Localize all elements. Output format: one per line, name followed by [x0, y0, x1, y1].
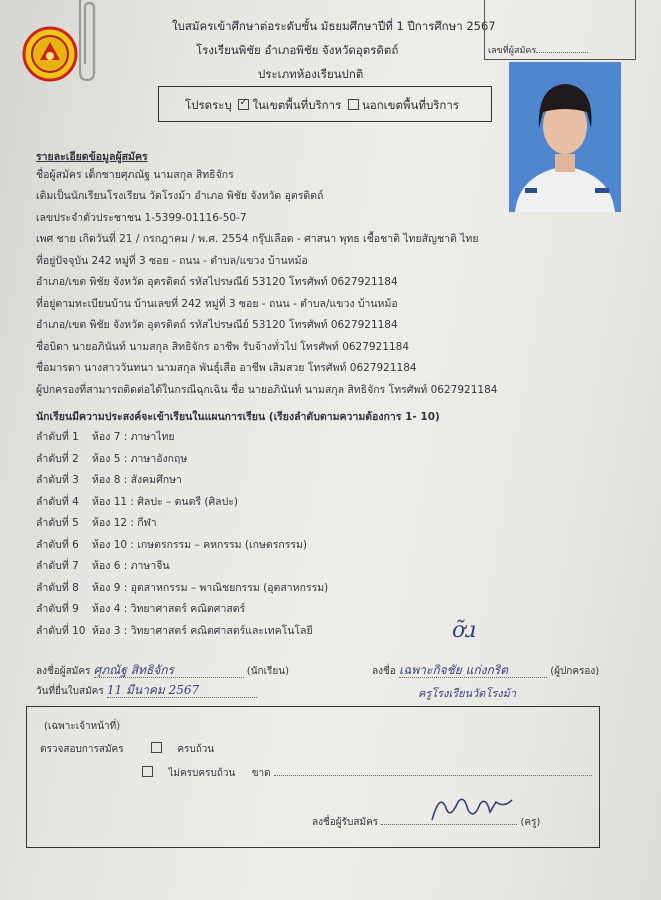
school-seal-logo	[22, 26, 78, 82]
complete-label: ครบถ้วน	[177, 744, 215, 755]
study-plan-item	[36, 559, 170, 573]
study-plan-room: ห้อง 8 : สังคมศึกษา	[92, 474, 182, 486]
birth-info: เพศ ชาย เกิดวันที่ 21 / กรกฎาคม / พ.ศ. 2554 กรุ๊ปเลือด - ศาสนา พุทธ เชื้อชาติ ไทยสัญชาติ ไทย	[36, 233, 479, 245]
check-label: ตรวจสอบการสมัคร	[40, 744, 124, 755]
zone-selection-box	[158, 86, 492, 122]
study-plan-item	[36, 452, 187, 466]
current-address-line1: ที่อยู่ปัจจุบัน 242 หมู่ที่ 3 ซอย - ถนน - ตำบล/แขวง บ้านหม้อ	[36, 255, 308, 267]
study-plan-room: ห้อง 12 : กีฬา	[92, 517, 157, 529]
study-plan-item	[36, 516, 157, 530]
study-plan-rank: ลำดับที่ 5	[36, 517, 79, 529]
receiver-label: ลงชื่อผู้รับสมัคร	[312, 817, 379, 828]
study-plan-rank: ลำดับที่ 3	[36, 474, 79, 486]
study-plan-title: นักเรียนมีความประสงค์จะเข้าเรียนในแผนการเรียน (เรียงลำดับตามความต้องการ 1- 10)	[36, 411, 440, 423]
check-complete-row	[40, 742, 214, 757]
previous-school: เดิมเป็นนักเรียนโรงเรียน วัดโรงม้า อำเภอ พิชัย จังหวัด อุตรดิตถ์	[36, 190, 324, 202]
submission-date-row	[36, 683, 257, 699]
student-signature: ศุภณัฐ สิทธิจักร	[94, 663, 244, 678]
study-plan-room: ห้อง 5 : ภาษาอังกฤษ	[92, 452, 188, 465]
registered-address-line2: อำเภอ/เขต พิชัย จังหวัด อุตรดิตถ์ รหัสไปรษณีย์ 53120 โทรศัพท์ 0627921184	[36, 319, 398, 331]
study-plan-room: ห้อง 11 : ศิลปะ – ดนตรี (ศิลปะ)	[92, 495, 238, 508]
study-plan-room: ห้อง 10 : เกษตรกรรม – คหกรรม (เกษตรกรรม)	[92, 538, 307, 551]
zone-prefix: โปรดระบุ	[185, 98, 232, 112]
study-plan-item	[36, 581, 328, 595]
study-plan-item	[36, 473, 182, 487]
study-plan-room: ห้อง 9 : อุตสาหกรรม – พาณิชยกรรม (อุตสาหกรรม)	[92, 581, 329, 594]
guardian-signature: เฉพาะกิจชัย แก่งกริต	[399, 663, 547, 678]
submission-date: 11 มีนาคม 2567	[107, 683, 257, 698]
mother-info: ชื่อมารดา นางสาววันทนา นามสกุล พันธุ์เสือ อาชีพ เสิมสวย โทรศัพท์ 0627921184	[36, 362, 417, 374]
study-plan-room: ห้อง 7 : ภาษาไทย	[92, 431, 175, 443]
study-plan-item	[36, 602, 245, 616]
guardian-initial-mark: ỡɹ	[452, 618, 477, 643]
incomplete-checkbox[interactable]	[142, 766, 153, 777]
incomplete-label: ไม่ครบครบถ้วน	[168, 768, 236, 779]
inside-zone-checkbox[interactable]	[238, 99, 249, 110]
study-plan-rank: ลำดับที่ 10	[36, 624, 86, 637]
outside-zone-label: นอกเขตพื้นที่บริการ	[361, 98, 460, 112]
study-plan-rank: ลำดับที่ 9	[36, 603, 79, 615]
citizen-id: เลขประจำตัวประชาชน 1-5399-01116-50-7	[36, 212, 247, 224]
inside-zone-label: ในเขตพื้นที่บริการ	[252, 98, 342, 112]
applicant-name: ชื่อผู้สมัคร เด็กชายศุภณัฐ นามสกุล สิทธิจักร	[36, 169, 234, 181]
study-plan-rank: ลำดับที่ 6	[36, 538, 79, 551]
guardian-note: ครูโรงเรียนวัดโรงม้า	[418, 687, 517, 700]
registered-address-line1: ที่อยู่ตามทะเบียนบ้าน บ้านเลขที่ 242 หมู่ที่ 3 ซอย - ถนน - ตำบล/แขวง บ้านหม้อ	[36, 298, 398, 310]
applicant-section-title: รายละเอียดข้อมูลผู้สมัคร	[36, 151, 148, 163]
applicant-number-label: เลขที่ผู้สมัคร	[488, 44, 588, 58]
guardian-signature-label: ลงชื่อ	[372, 666, 396, 677]
check-incomplete-row	[139, 766, 592, 781]
study-plan-room: ห้อง 4 : วิทยาศาสตร์ คณิตศาสตร์	[92, 603, 246, 615]
missing-field[interactable]	[274, 775, 592, 776]
receiver-row	[312, 816, 540, 830]
father-info: ชื่อบิดา นายอภินันท์ นามสกุล สิทธิจักร อาชีพ รับจ้างทั่วไป โทรศัพท์ 0627921184	[36, 341, 409, 353]
form-title: ใบสมัครเข้าศึกษาต่อระดับชั้น มัธยมศึกษาปีที่ 1 ปีการศึกษา 2567	[172, 19, 496, 33]
study-plan-item	[36, 430, 175, 444]
study-plan-rank: ลำดับที่ 8	[36, 581, 79, 594]
current-address-line2: อำเภอ/เขต พิชัย จังหวัด อุตรดิตถ์ รหัสไปรษณีย์ 53120 โทรศัพท์ 0627921184	[36, 276, 398, 288]
study-plan-room: ห้อง 6 : ภาษาจีน	[92, 560, 170, 572]
study-plan-item	[36, 624, 313, 638]
guardian-info: ผู้ปกครองที่สามารถติดต่อได้ในกรณีฉุกเฉิน ชื่อ นายอภินันท์ นามสกุล สิทธิจักร โทรศัพท์ 0627921184	[36, 384, 498, 396]
student-signature-label: ลงชื่อผู้สมัคร	[36, 666, 91, 677]
outside-zone-checkbox[interactable]	[348, 99, 359, 110]
study-plan-rank: ลำดับที่ 4	[36, 495, 79, 508]
student-photo	[509, 62, 621, 212]
study-plan-item	[36, 495, 238, 509]
guardian-signature-row	[372, 663, 599, 679]
student-role: (นักเรียน)	[246, 666, 289, 677]
student-signature-row	[36, 663, 289, 679]
study-plan-rank: ลำดับที่ 7	[36, 560, 79, 572]
study-plan-rank: ลำดับที่ 2	[36, 452, 79, 465]
study-plan-room: ห้อง 3 : วิทยาศาสตร์ คณิตศาสตร์และเทคโนโลยี	[92, 624, 313, 637]
submission-date-label: วันที่ยื่นใบสมัคร	[36, 686, 104, 697]
study-plan-item	[36, 538, 307, 552]
receiver-role: (ครู)	[520, 817, 541, 828]
complete-checkbox[interactable]	[151, 742, 162, 753]
office-use-title: (เฉพาะเจ้าหน้าที่)	[44, 721, 121, 732]
paper-clip-icon	[74, 0, 100, 84]
guardian-role: (ผู้ปกครอง)	[550, 666, 600, 677]
study-plan-rank: ลำดับที่ 1	[36, 431, 79, 443]
class-type: ประเภทห้องเรียนปกติ	[258, 67, 364, 81]
missing-label: ขาด	[251, 768, 271, 779]
student-portrait-image	[509, 62, 621, 212]
school-name: โรงเรียนพิชัย อำเภอพิชัย จังหวัดอุตรดิตถ์	[196, 43, 399, 57]
